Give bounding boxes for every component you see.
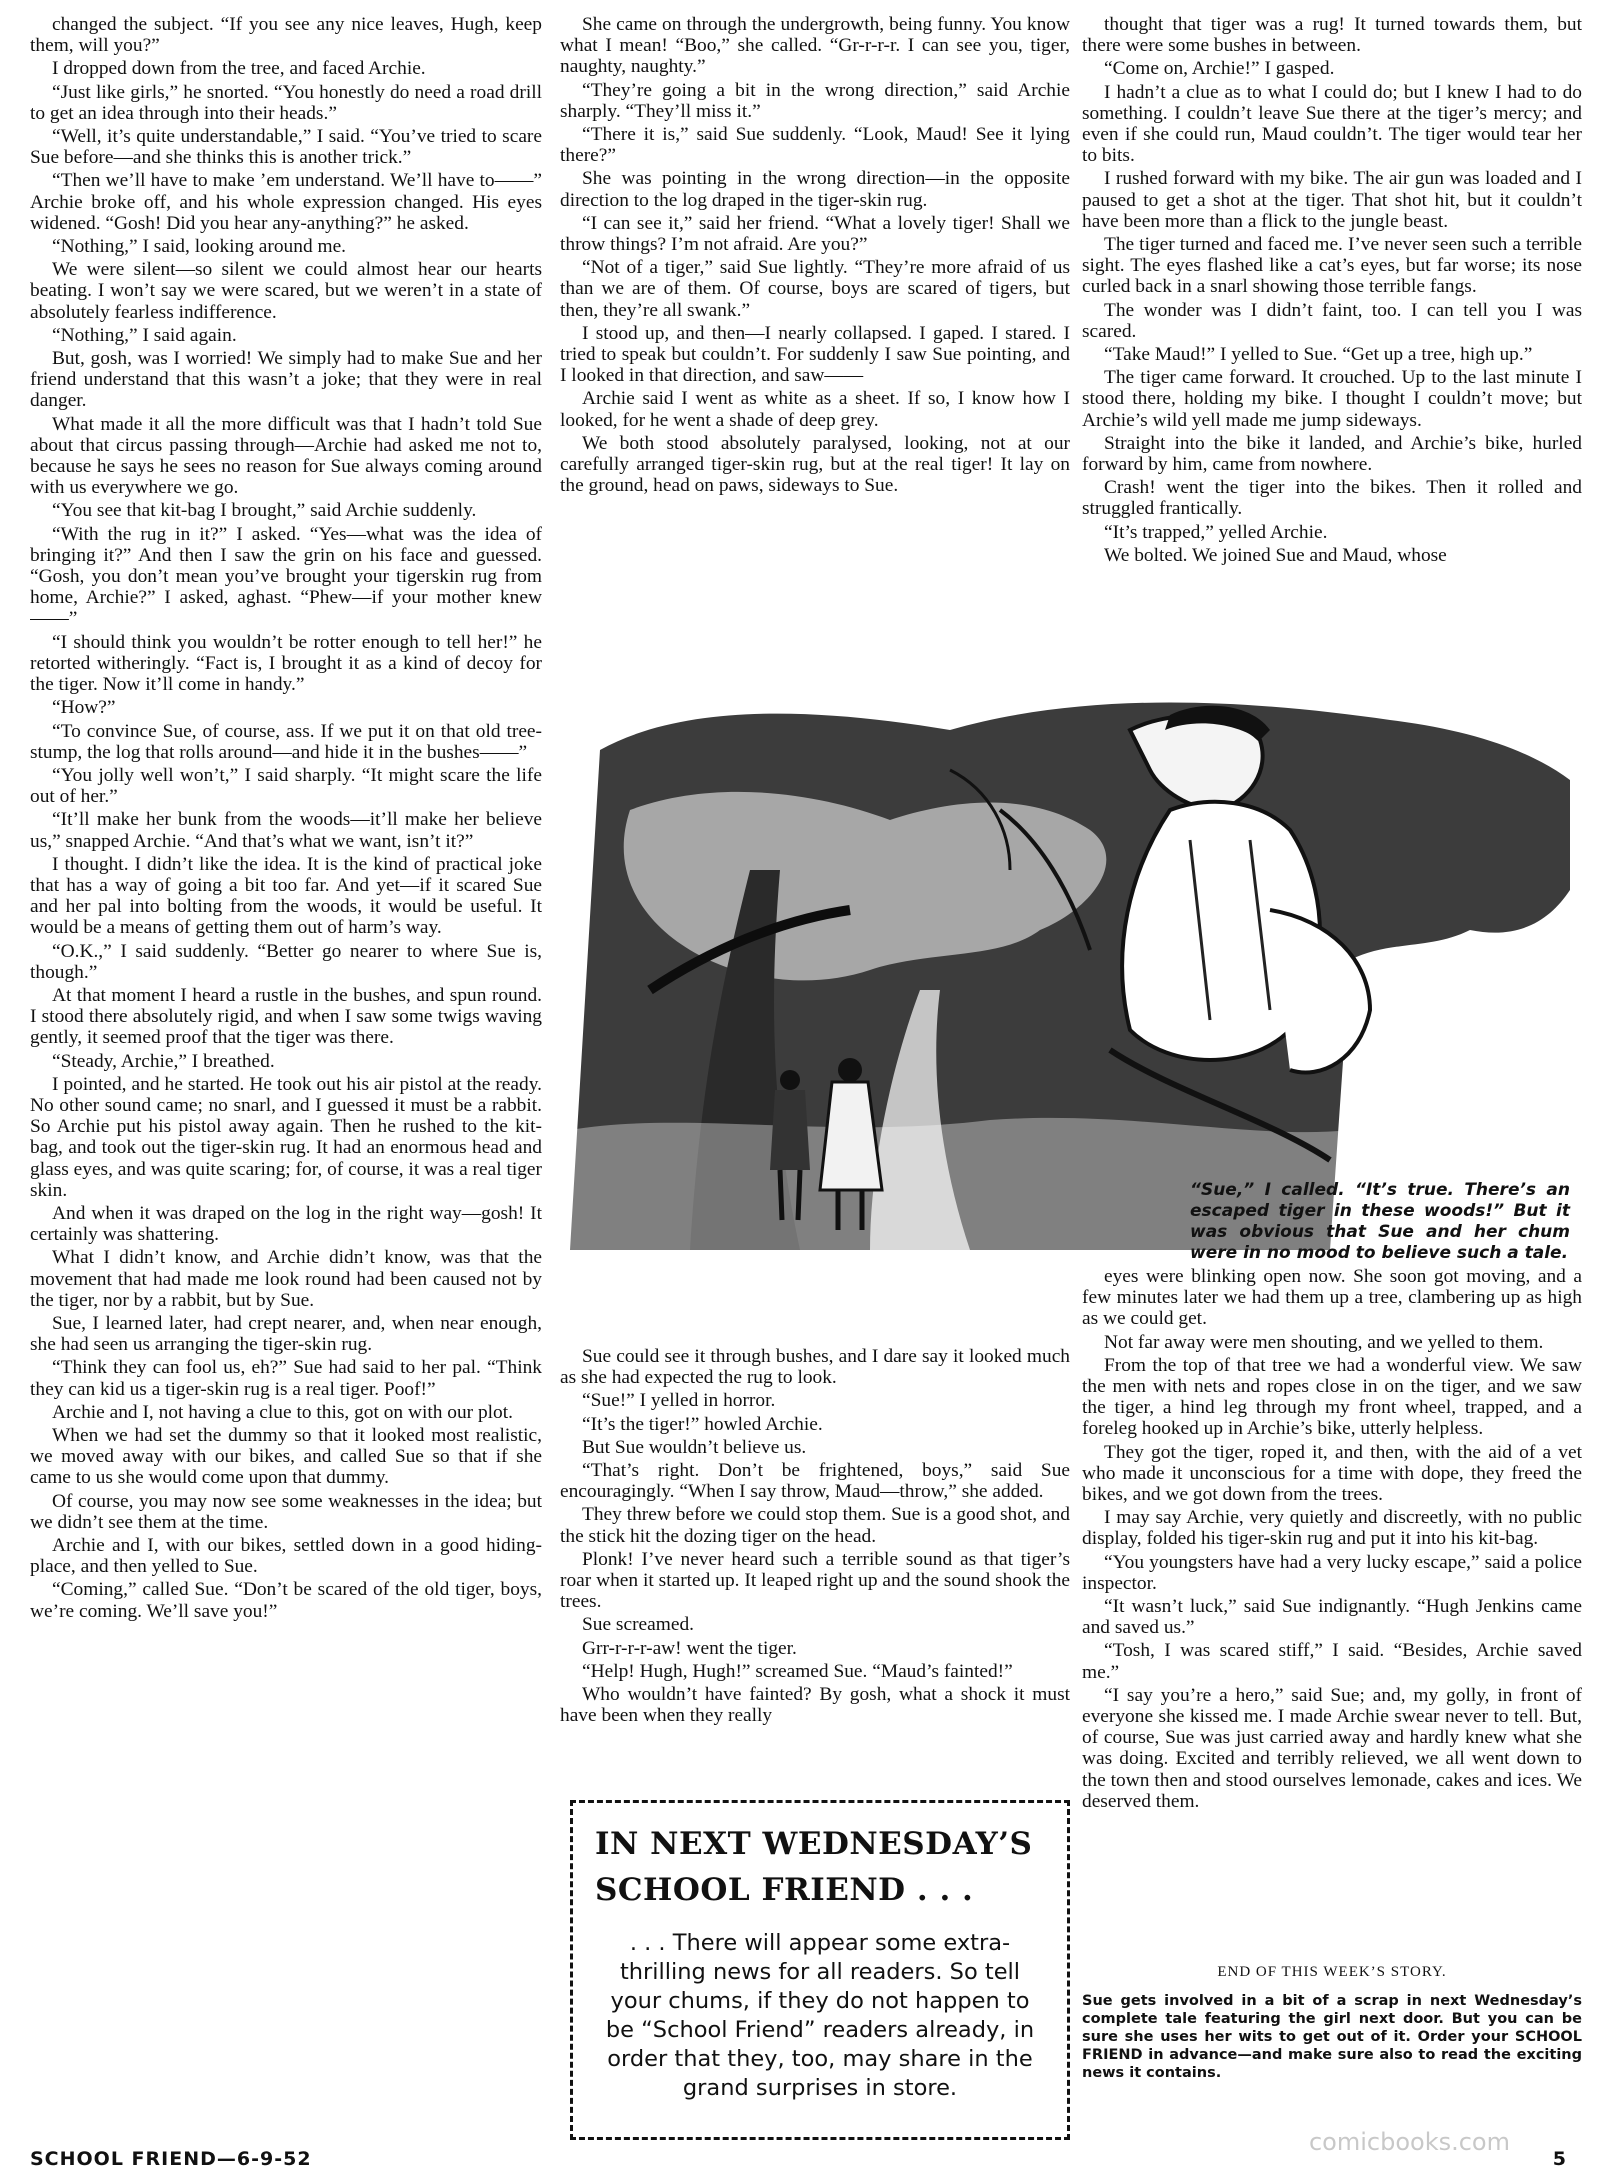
paragraph: The wonder was I didn’t faint, too. I can tell you I was scared.	[1082, 299, 1582, 342]
story-column-2-bottom	[560, 1346, 1070, 1790]
paragraph: “Come on, Archie!” I gasped.	[1104, 58, 1335, 80]
paragraph: “Nothing,” I said again.	[52, 324, 237, 346]
paragraph: But Sue wouldn’t believe us.	[582, 1436, 807, 1458]
paragraph: I hadn’t a clue as to what I could do; but I knew I had to do something. I couldn’t leave Sue there at the tiger’s mercy; and even if she could run, Maud couldn’t. The tiger would tear her to bits.	[1082, 81, 1582, 167]
paragraph: What I didn’t know, and Archie didn’t know, was that the movement that had made me look round had been caused not by the tiger, nor by a rabbit, but by Sue.	[30, 1247, 542, 1311]
paragraph: Sue screamed.	[582, 1614, 694, 1636]
paragraph: “To convince Sue, of course, ass. If we put it on that old tree-stump, the log that rolls around—and hide it in the bushes——”	[30, 720, 542, 763]
page-number: 5	[1552, 2148, 1566, 2170]
watermark: comicbooks.com	[1308, 2128, 1510, 2156]
advert-title-line: SCHOOL FRIEND . . .	[595, 1872, 974, 1908]
story-column-1	[30, 14, 542, 2114]
advert-title-line: IN NEXT WEDNESDAY’S	[595, 1826, 1033, 1862]
paragraph: “It’s the tiger!” howled Archie.	[582, 1413, 823, 1435]
paragraph: “Tosh, I was scared stiff,” I said. “Besides, Archie saved me.”	[1082, 1640, 1582, 1683]
paragraph: “It’s trapped,” yelled Archie.	[1104, 521, 1328, 543]
paragraph: I pointed, and he started. He took out his air pistol at the ready. No other sound came; no snarl, and I guessed it must be a rabbit. So Archie put his pistol away again. Then he rushed to the kit-bag, and took out the tiger-skin rug. It had an enormous head and glass eyes, and was quite scaring; for, of course, it was a real tiger skin.	[30, 1073, 542, 1201]
paragraph: “Nothing,” I said, looking around me.	[52, 236, 347, 258]
paragraph: They got the tiger, roped it, and then, with the aid of a vet who made it unconscious for a time with dope, they freed the bikes, and we got down from the trees.	[1082, 1441, 1582, 1506]
end-of-story-label: END OF THIS WEEK’S STORY.	[1217, 1964, 1447, 1980]
paragraph: “You see that kit-bag I brought,” said Archie suddenly.	[52, 500, 477, 522]
paragraph: “It wasn’t luck,” said Sue indignantly. “Hugh Jenkins came and saved us.”	[1082, 1596, 1582, 1639]
story-column-3-bottom	[1082, 1266, 1582, 1956]
paragraph: Who wouldn’t have fainted? By gosh, what a shock it must have been when they really	[560, 1684, 1070, 1727]
paragraph: I thought. I didn’t like the idea. It is the kind of practical joke that has a way of going a bit too far. And yet—if it scared Sue and her pal into bolting from the woods, it would be useful. It would be a means of getting them out of harm’s way.	[30, 853, 542, 939]
paragraph: “Not of a tiger,” said Sue lightly. “They’re more afraid of us than we are of them. Of course, boys are scared of tigers, but then, they’re all swank.”	[560, 257, 1070, 321]
paragraph: She came on through the undergrowth, being funny. You know what I mean! “Boo,” she called. “Gr-r-r-r. I can see you, tiger, naughty, naughty.”	[560, 14, 1070, 78]
paragraph: I may say Archie, very quietly and discreetly, with no public display, folded his tiger-skin rug and put it into his kit-bag.	[1082, 1507, 1582, 1550]
paragraph: “That’s right. Don’t be frightened, boys,” said Sue encouragingly. “When I say throw, Maud—throw,” she added.	[560, 1460, 1070, 1503]
paragraph: The tiger turned and faced me. I’ve never seen such a terrible sight. The eyes flashed like a cat’s eyes, but far worse; its nose curled back in a snarl showing those terrible fangs.	[1082, 234, 1582, 298]
illustration-caption: “Sue,” I called. “It’s true. There’s an escaped tiger in these woods!” But it was obvious that Sue and her chum were in no mood to believe such a tale.	[1190, 1180, 1570, 1263]
paragraph: eyes were blinking open now. She soon got moving, and a few minutes later we had them up a tree, clambering up as high as we could get.	[1082, 1266, 1582, 1330]
paragraph: “Well, it’s quite understandable,” I said. “You’ve tried to scare Sue before—and she thinks this is another trick.”	[30, 126, 542, 169]
paragraph: “How?”	[52, 697, 116, 719]
paragraph: Archie and I, not having a clue to this, got on with our plot.	[52, 1401, 513, 1423]
paragraph: “Then we’ll have to make ’em understand. We’ll have to——” Archie broke off, and his whole expression changed. His eyes widened. “Gosh! Did you hear any-anything?” he asked.	[30, 170, 542, 234]
paragraph: thought that tiger was a rug! It turned towards them, but there were some bushes in between.	[1082, 14, 1582, 57]
paragraph: Archie and I, with our bikes, settled down in a good hiding-place, and then yelled to Sue.	[30, 1535, 542, 1578]
paragraph: From the top of that tree we had a wonderful view. We saw the men with nets and ropes close in on the tiger, and we saw the tiger, a hind leg through my front wheel, trapped, and a foreleg hooked up in Archie’s bike, utterly helpless.	[1082, 1354, 1582, 1440]
paragraph: We were silent—so silent we could almost hear our hearts beating. I won’t say we were scared, but we weren’t in a state of absolutely fearless indifference.	[30, 259, 542, 323]
paragraph: “O.K.,” I said suddenly. “Better go nearer to where Sue is, though.”	[30, 940, 542, 983]
paragraph: Grr-r-r-r-aw! went the tiger.	[582, 1637, 797, 1659]
paragraph: “Sue!” I yelled in horror.	[582, 1390, 776, 1412]
woodland-illustration	[570, 690, 1580, 1250]
paragraph: I rushed forward with my bike. The air gun was loaded and I paused to get a shot at the tiger. That shot hit, but it couldn’t have been more than a flick to the jungle beast.	[1082, 168, 1582, 232]
paragraph: Sue could see it through bushes, and I dare say it looked much as she had expected the rug to look.	[560, 1346, 1070, 1389]
footer-issue-line: SCHOOL FRIEND—6-9-52	[30, 2148, 312, 2170]
paragraph: “You jolly well won’t,” I said sharply. “It might scare the life out of her.”	[30, 764, 542, 808]
paragraph: “Just like girls,” he snorted. “You honestly do need a road drill to get an idea through into their heads.”	[30, 81, 542, 124]
paragraph: changed the subject. “If you see any nice leaves, Hugh, keep them, will you?”	[30, 14, 542, 57]
paragraph: When we had set the dummy so that it looked most realistic, we moved away with our bikes, and called Sue so that if she came to us she would come upon that dummy.	[30, 1425, 542, 1489]
paragraph: What made it all the more difficult was that I hadn’t told Sue about that circus passing through—Archie had asked me not to, because he says he sees no reason for Sue always coming around with us everywhere we go.	[30, 413, 542, 499]
paragraph: “They’re going a bit in the wrong direction,” said Archie sharply. “They’ll miss it.”	[560, 79, 1070, 122]
paragraph: I stood up, and then—I nearly collapsed. I gaped. I stared. I tried to speak but couldn’t. For suddenly I saw Sue pointing, and I looked in that direction, and saw——	[560, 322, 1070, 387]
paragraph: “Take Maud!” I yelled to Sue. “Get up a tree, high up.”	[1104, 344, 1533, 366]
paragraph: Archie said I went as white as a sheet. If so, I know how I looked, for he went a shade of deep grey.	[560, 388, 1070, 431]
next-week-teaser: Sue gets involved in a bit of a scrap in next Wednesday’s complete tale featuring the girl next door. But you can be sure she uses her wits to get out of it. Order your SCHOOL FRIEND in advance—and make sure also to read the exciting news it contains.	[1082, 1993, 1582, 2081]
advert-body: . . . There will appear some extra-thrilling news for all readers. So tell your chums, if they do not happen to be “School Friend” readers already, in order that they, too, may share in the grand surprises in store.	[605, 1930, 1035, 2101]
paragraph: “There it is,” said Sue suddenly. “Look, Maud! See it lying there?”	[560, 124, 1070, 167]
paragraph: Plonk! I’ve never heard such a terrible sound as that tiger’s roar when it started up. It leaped right up and the sound shook the trees.	[560, 1548, 1070, 1613]
paragraph: Crash! went the tiger into the bikes. Then it rolled and struggled frantically.	[1082, 477, 1582, 520]
paragraph: “I say you’re a hero,” said Sue; and, my golly, in front of everyone she kissed me. I made Archie swear never to tell. But, of course, Sue was just carried away and hardly knew what she was doing. Excited and terribly relieved, we all went down to the town then and stood ourselves lemonade, cakes and ices. We deserved them.	[1082, 1684, 1582, 1812]
paragraph: We both stood absolutely paralysed, looking, not at our carefully arranged tiger-skin rug, but at the real tiger! It lay on the ground, head on paws, sideways to Sue.	[560, 432, 1070, 497]
paragraph: Sue, I learned later, had crept nearer, and, when near enough, she had seen us arranging the tiger-skin rug.	[30, 1312, 542, 1356]
paragraph: “Think they can fool us, eh?” Sue had said to her pal. “Think they can kid us a tiger-skin rug is a real tiger. Poof!”	[30, 1357, 542, 1400]
paragraph: Of course, you may now see some weaknesses in the idea; but we didn’t see them at the time.	[30, 1490, 542, 1533]
paragraph: I dropped down from the tree, and faced Archie.	[52, 58, 426, 80]
paragraph: The tiger came forward. It crouched. Up to the last minute I stood there, holding my bike. I thought I couldn’t move; but Archie’s wild yell made me jump sideways.	[1082, 367, 1582, 431]
paragraph: “With the rug in it?” I asked. “Yes—what was the idea of bringing it?” And then I saw the grin on his face and guessed. “Gosh, you don’t mean you’ve brought your tigerskin rug from home, Archie?” I asked, aghast. “Phew—if your mother knew——”	[30, 523, 542, 630]
paragraph: “Coming,” called Sue. “Don’t be scared of the old tiger, boys, we’re coming. We’ll save you!”	[30, 1579, 542, 1622]
paragraph: We bolted. We joined Sue and Maud, whose	[1104, 544, 1447, 566]
paragraph: At that moment I heard a rustle in the bushes, and spun round. I stood there absolutely rigid, and when I saw some twigs waving gently, it seemed proof that the tiger was there.	[30, 984, 542, 1049]
paragraph: She was pointing in the wrong direction—in the opposite direction to the log draped in the tiger-skin rug.	[560, 168, 1070, 211]
paragraph: And when it was draped on the log in the right way—gosh! It certainly was shattering.	[30, 1202, 542, 1246]
paragraph: “You youngsters have had a very lucky escape,” said a police inspector.	[1082, 1551, 1582, 1594]
paragraph: But, gosh, was I worried! We simply had to make Sue and her friend understand that this wasn’t a joke; that they were in real danger.	[30, 348, 542, 412]
advert-title	[595, 1821, 1045, 1913]
paragraph: “I should think you wouldn’t be rotter enough to tell her!” he retorted witheringly. “Fact is, I brought it as a kind of decoy for the tiger. Now it’ll come in handy.”	[30, 631, 542, 696]
paragraph: Not far away were men shouting, and we yelled to them.	[1104, 1331, 1544, 1353]
story-column-2-top	[560, 14, 1070, 682]
paragraph: “Help! Hugh, Hugh!” screamed Sue. “Maud’s fainted!”	[582, 1660, 1013, 1682]
story-column-3-top	[1082, 14, 1582, 682]
paragraph: “Steady, Archie,” I breathed.	[52, 1050, 275, 1072]
paragraph: “I can see it,” said her friend. “What a lovely tiger! Shall we throw things? I’m not afraid. Are you?”	[560, 212, 1070, 256]
paragraph: “It’ll make her bunk from the woods—it’ll make her believe us,” snapped Archie. “And that’s what we want, isn’t it?”	[30, 809, 542, 852]
paragraph: They threw before we could stop them. Sue is a good shot, and the stick hit the dozing tiger on the head.	[560, 1504, 1070, 1547]
next-issue-advert	[570, 1800, 1070, 2140]
paragraph: Straight into the bike it landed, and Archie’s bike, hurled forward by him, came from nowhere.	[1082, 432, 1582, 476]
